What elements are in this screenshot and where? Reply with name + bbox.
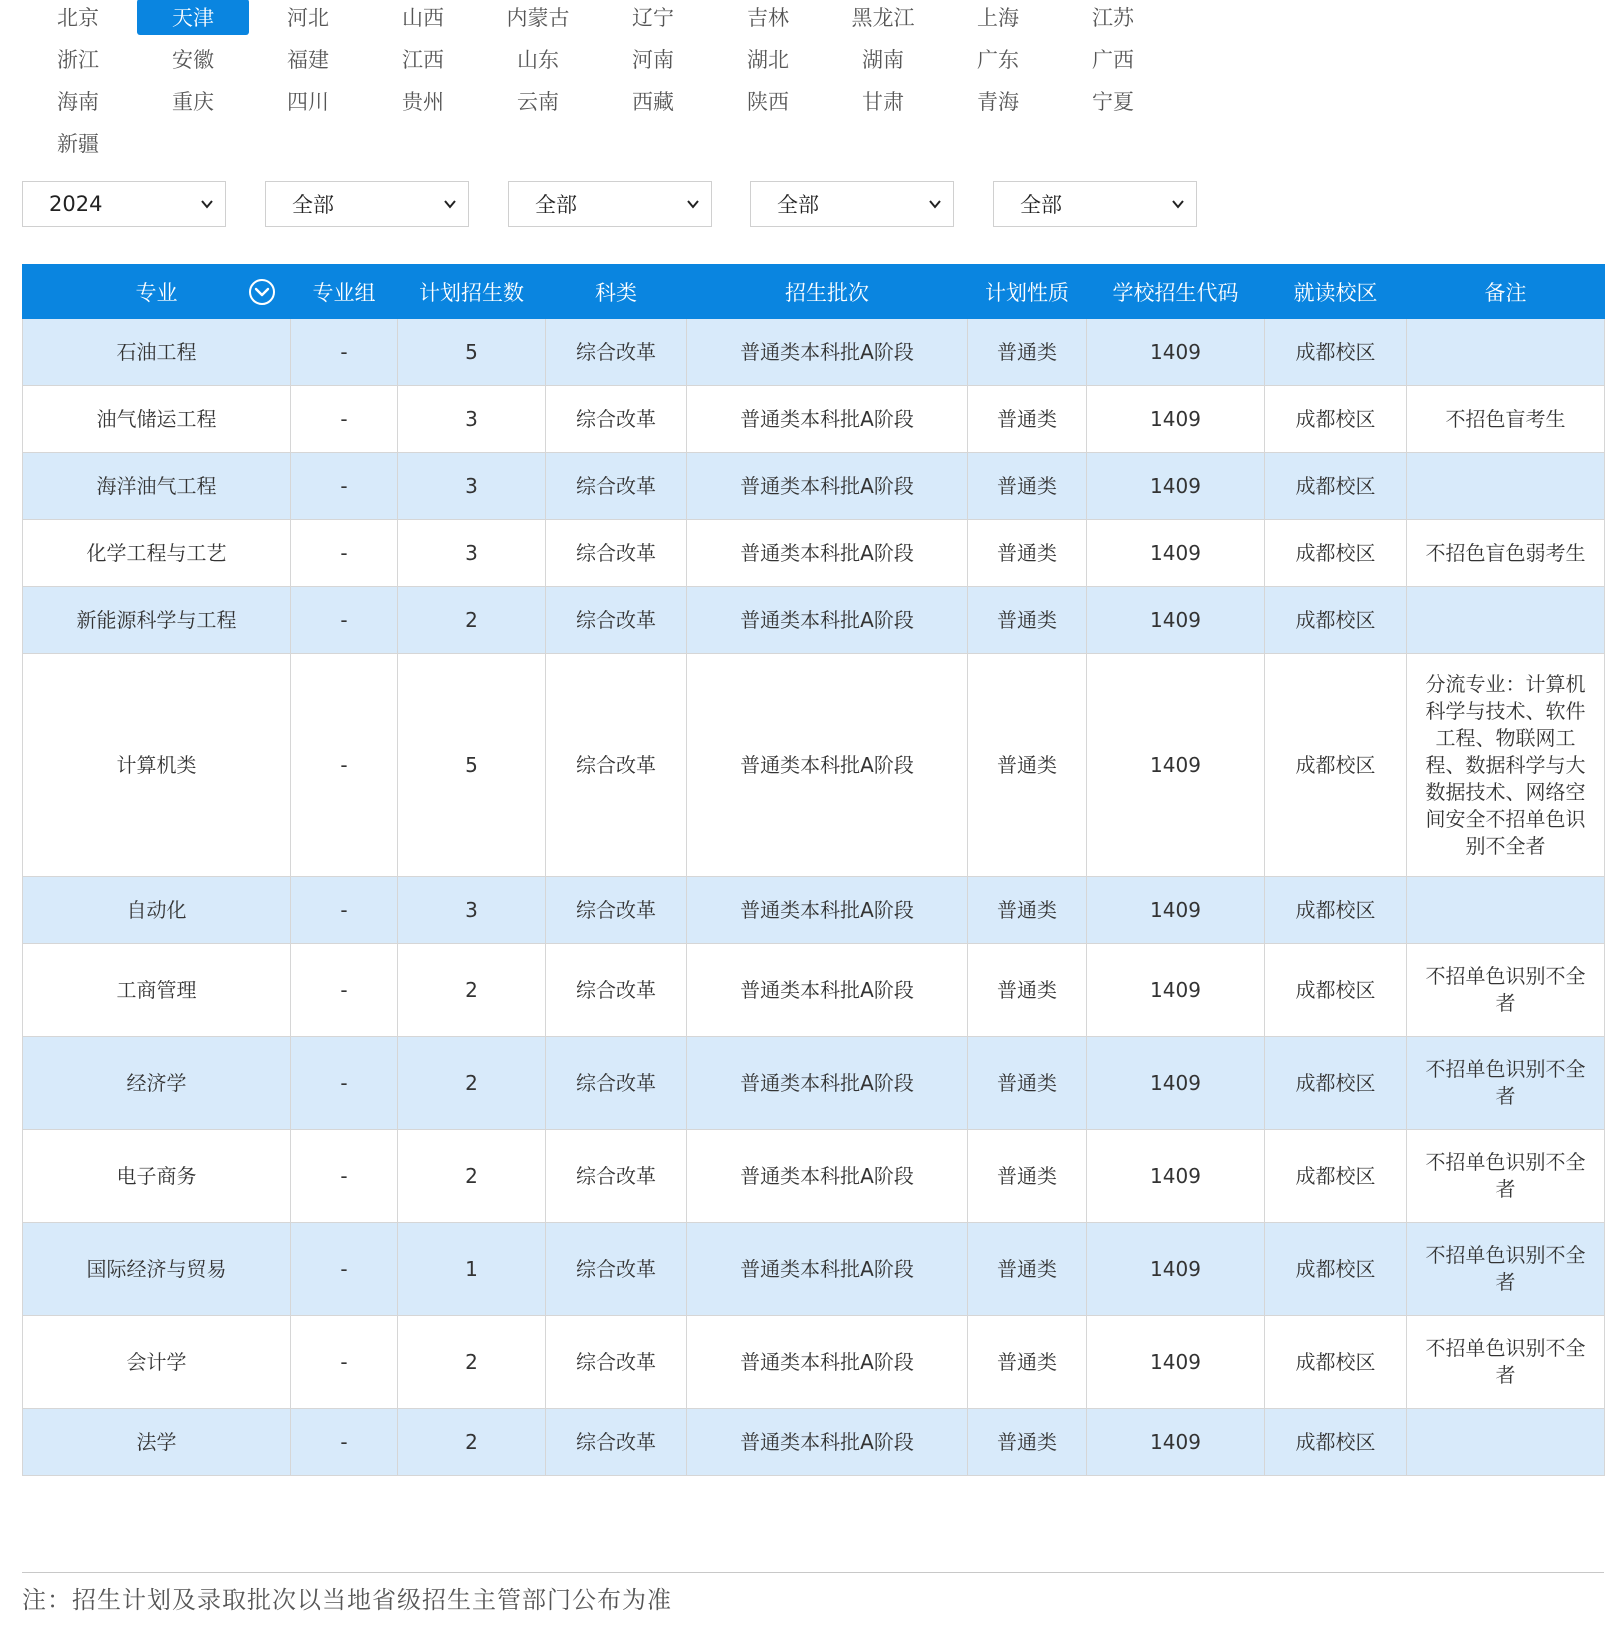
enrollment-plan-table xyxy=(22,264,1605,1476)
cell-major: 油气储运工程 xyxy=(23,386,291,453)
province-tab[interactable]: 安徽 xyxy=(172,48,214,72)
cell-batch: 普通类本科批A阶段 xyxy=(687,1037,968,1130)
cell-code: 1409 xyxy=(1087,453,1265,520)
cell-campus: 成都校区 xyxy=(1265,1037,1407,1130)
cell-campus: 成都校区 xyxy=(1265,1223,1407,1316)
header-code: 学校招生代码 xyxy=(1087,265,1265,319)
province-tab[interactable]: 浙江 xyxy=(57,48,99,72)
cell-nature: 普通类 xyxy=(968,944,1087,1037)
cell-nature: 普通类 xyxy=(968,386,1087,453)
cell-plan-count: 2 xyxy=(398,1130,546,1223)
cell-remark xyxy=(1407,877,1605,944)
cell-nature: 普通类 xyxy=(968,1223,1087,1316)
province-tab[interactable]: 湖北 xyxy=(747,48,789,72)
cell-campus: 成都校区 xyxy=(1265,877,1407,944)
province-tab[interactable]: 黑龙江 xyxy=(851,6,915,30)
province-tab[interactable]: 江苏 xyxy=(1092,6,1134,30)
table-row xyxy=(23,1409,1605,1476)
cell-plan-count: 2 xyxy=(398,1409,546,1476)
cell-remark: 不招单色识别不全者 xyxy=(1407,1037,1605,1130)
cell-plan-count: 3 xyxy=(398,520,546,587)
cell-subject: 综合改革 xyxy=(546,1409,687,1476)
cell-major: 自动化 xyxy=(23,877,291,944)
table-row xyxy=(23,319,1605,386)
filter-select-3-value: 全部 xyxy=(535,193,577,217)
cell-campus: 成都校区 xyxy=(1265,1130,1407,1223)
province-tab[interactable]: 甘肃 xyxy=(862,90,904,114)
cell-major: 电子商务 xyxy=(23,1130,291,1223)
cell-batch: 普通类本科批A阶段 xyxy=(687,453,968,520)
cell-code: 1409 xyxy=(1087,587,1265,654)
cell-subject: 综合改革 xyxy=(546,654,687,877)
province-tab[interactable]: 贵州 xyxy=(402,90,444,114)
province-tab[interactable]: 广东 xyxy=(977,48,1019,72)
cell-batch: 普通类本科批A阶段 xyxy=(687,1409,968,1476)
cell-code: 1409 xyxy=(1087,654,1265,877)
cell-major: 会计学 xyxy=(23,1316,291,1409)
table-row xyxy=(23,944,1605,1037)
filter-select-5[interactable] xyxy=(993,181,1197,227)
cell-subject: 综合改革 xyxy=(546,520,687,587)
cell-major: 国际经济与贸易 xyxy=(23,1223,291,1316)
table-row xyxy=(23,1037,1605,1130)
cell-nature: 普通类 xyxy=(968,520,1087,587)
cell-code: 1409 xyxy=(1087,1316,1265,1409)
cell-group: - xyxy=(291,944,398,1037)
cell-group: - xyxy=(291,1409,398,1476)
cell-major: 海洋油气工程 xyxy=(23,453,291,520)
year-select[interactable] xyxy=(22,181,226,227)
cell-group: - xyxy=(291,877,398,944)
cell-code: 1409 xyxy=(1087,319,1265,386)
province-tab[interactable]: 广西 xyxy=(1092,48,1134,72)
cell-code: 1409 xyxy=(1087,1037,1265,1130)
cell-remark: 不招色盲考生 xyxy=(1407,386,1605,453)
year-select-value: 2024 xyxy=(49,192,103,216)
cell-subject: 综合改革 xyxy=(546,1223,687,1316)
province-tab[interactable]: 福建 xyxy=(287,48,329,72)
header-group: 专业组 xyxy=(291,265,398,319)
cell-code: 1409 xyxy=(1087,877,1265,944)
cell-batch: 普通类本科批A阶段 xyxy=(687,1223,968,1316)
province-tab[interactable]: 海南 xyxy=(57,90,99,114)
cell-batch: 普通类本科批A阶段 xyxy=(687,1316,968,1409)
cell-major: 石油工程 xyxy=(23,319,291,386)
province-tab[interactable]: 吉林 xyxy=(747,6,789,30)
cell-campus: 成都校区 xyxy=(1265,319,1407,386)
cell-campus: 成都校区 xyxy=(1265,386,1407,453)
cell-group: - xyxy=(291,453,398,520)
cell-group: - xyxy=(291,319,398,386)
cell-plan-count: 5 xyxy=(398,319,546,386)
cell-subject: 综合改革 xyxy=(546,1130,687,1223)
province-tab[interactable]: 重庆 xyxy=(172,90,214,114)
cell-code: 1409 xyxy=(1087,1223,1265,1316)
cell-batch: 普通类本科批A阶段 xyxy=(687,587,968,654)
province-tab[interactable]: 江西 xyxy=(402,48,444,72)
cell-plan-count: 5 xyxy=(398,654,546,877)
cell-plan-count: 3 xyxy=(398,453,546,520)
cell-nature: 普通类 xyxy=(968,1130,1087,1223)
cell-nature: 普通类 xyxy=(968,587,1087,654)
province-tab[interactable]: 河南 xyxy=(632,48,674,72)
cell-campus: 成都校区 xyxy=(1265,520,1407,587)
province-tab[interactable]: 四川 xyxy=(287,90,329,114)
cell-plan-count: 3 xyxy=(398,877,546,944)
cell-remark: 不招单色识别不全者 xyxy=(1407,944,1605,1037)
cell-nature: 普通类 xyxy=(968,877,1087,944)
footer-divider xyxy=(22,1572,1604,1573)
cell-batch: 普通类本科批A阶段 xyxy=(687,877,968,944)
cell-group: - xyxy=(291,587,398,654)
chevron-down-icon xyxy=(199,196,215,212)
province-tab[interactable]: 天津 xyxy=(137,0,249,35)
cell-group: - xyxy=(291,1130,398,1223)
cell-nature: 普通类 xyxy=(968,453,1087,520)
cell-remark: 分流专业：计算机科学与技术、软件工程、物联网工程、数据科学与大数据技术、网络空间安全不招单色识别不全者 xyxy=(1407,654,1605,877)
cell-campus: 成都校区 xyxy=(1265,1409,1407,1476)
cell-nature: 普通类 xyxy=(968,319,1087,386)
header-nature: 计划性质 xyxy=(968,265,1087,319)
chevron-down-icon xyxy=(685,196,701,212)
chevron-down-icon xyxy=(1170,196,1186,212)
cell-campus: 成都校区 xyxy=(1265,654,1407,877)
chevron-down-icon xyxy=(927,196,943,212)
filter-select-4[interactable] xyxy=(750,181,954,227)
chevron-down-icon xyxy=(442,196,458,212)
cell-campus: 成都校区 xyxy=(1265,587,1407,654)
table-row xyxy=(23,654,1605,877)
cell-batch: 普通类本科批A阶段 xyxy=(687,319,968,386)
province-tab[interactable]: 陕西 xyxy=(747,90,789,114)
cell-remark xyxy=(1407,319,1605,386)
cell-nature: 普通类 xyxy=(968,1316,1087,1409)
cell-subject: 综合改革 xyxy=(546,319,687,386)
cell-campus: 成都校区 xyxy=(1265,944,1407,1037)
province-tab[interactable]: 西藏 xyxy=(632,90,674,114)
cell-nature: 普通类 xyxy=(968,654,1087,877)
cell-remark: 不招单色识别不全者 xyxy=(1407,1316,1605,1409)
table-row xyxy=(23,877,1605,944)
table-row xyxy=(23,1316,1605,1409)
cell-batch: 普通类本科批A阶段 xyxy=(687,944,968,1037)
cell-remark: 不招单色识别不全者 xyxy=(1407,1223,1605,1316)
cell-code: 1409 xyxy=(1087,944,1265,1037)
header-batch: 招生批次 xyxy=(687,265,968,319)
header-remark: 备注 xyxy=(1407,265,1605,319)
cell-code: 1409 xyxy=(1087,386,1265,453)
cell-plan-count: 2 xyxy=(398,1316,546,1409)
cell-campus: 成都校区 xyxy=(1265,1316,1407,1409)
cell-group: - xyxy=(291,1223,398,1316)
cell-group: - xyxy=(291,520,398,587)
table-row xyxy=(23,1223,1605,1316)
cell-campus: 成都校区 xyxy=(1265,453,1407,520)
cell-plan-count: 1 xyxy=(398,1223,546,1316)
cell-major: 法学 xyxy=(23,1409,291,1476)
cell-batch: 普通类本科批A阶段 xyxy=(687,654,968,877)
header-major-label: 专业 xyxy=(135,280,178,305)
cell-major: 经济学 xyxy=(23,1037,291,1130)
cell-major: 化学工程与工艺 xyxy=(23,520,291,587)
province-tab[interactable]: 内蒙古 xyxy=(506,6,570,30)
cell-batch: 普通类本科批A阶段 xyxy=(687,1130,968,1223)
header-campus: 就读校区 xyxy=(1265,265,1407,319)
filter-select-4-value: 全部 xyxy=(777,193,819,217)
cell-nature: 普通类 xyxy=(968,1037,1087,1130)
cell-subject: 综合改革 xyxy=(546,877,687,944)
province-selector xyxy=(22,0,1202,168)
cell-nature: 普通类 xyxy=(968,1409,1087,1476)
footnote: 注：招生计划及录取批次以当地省级招生主管部门公布为准 xyxy=(22,1586,672,1614)
cell-remark xyxy=(1407,1409,1605,1476)
province-tab[interactable]: 湖南 xyxy=(862,48,904,72)
cell-plan-count: 2 xyxy=(398,944,546,1037)
province-tab[interactable]: 北京 xyxy=(57,6,99,30)
filter-select-2-value: 全部 xyxy=(292,193,334,217)
province-tab[interactable]: 宁夏 xyxy=(1092,90,1134,114)
cell-major: 计算机类 xyxy=(23,654,291,877)
province-tab[interactable]: 山东 xyxy=(517,48,559,72)
filter-select-3[interactable] xyxy=(508,181,712,227)
province-tab[interactable]: 新疆 xyxy=(57,132,99,156)
cell-group: - xyxy=(291,386,398,453)
cell-plan-count: 3 xyxy=(398,386,546,453)
cell-code: 1409 xyxy=(1087,1130,1265,1223)
cell-subject: 综合改革 xyxy=(546,386,687,453)
cell-subject: 综合改革 xyxy=(546,1316,687,1409)
chevron-circle-down-icon[interactable] xyxy=(248,278,276,306)
header-major[interactable] xyxy=(23,265,291,319)
province-tab[interactable]: 河北 xyxy=(287,6,329,30)
table-row xyxy=(23,386,1605,453)
province-tab[interactable]: 云南 xyxy=(517,90,559,114)
cell-subject: 综合改革 xyxy=(546,587,687,654)
province-tab[interactable]: 青海 xyxy=(977,90,1019,114)
cell-group: - xyxy=(291,1316,398,1409)
cell-subject: 综合改革 xyxy=(546,1037,687,1130)
cell-code: 1409 xyxy=(1087,1409,1265,1476)
province-tab[interactable]: 上海 xyxy=(977,6,1019,30)
table-row xyxy=(23,587,1605,654)
cell-subject: 综合改革 xyxy=(546,453,687,520)
table-header-row xyxy=(23,265,1605,319)
province-tab[interactable]: 山西 xyxy=(402,6,444,30)
cell-remark: 不招单色识别不全者 xyxy=(1407,1130,1605,1223)
header-subject: 科类 xyxy=(546,265,687,319)
cell-batch: 普通类本科批A阶段 xyxy=(687,520,968,587)
cell-code: 1409 xyxy=(1087,520,1265,587)
cell-plan-count: 2 xyxy=(398,587,546,654)
cell-batch: 普通类本科批A阶段 xyxy=(687,386,968,453)
filter-select-2[interactable] xyxy=(265,181,469,227)
table-row xyxy=(23,1130,1605,1223)
cell-remark xyxy=(1407,587,1605,654)
cell-remark: 不招色盲色弱考生 xyxy=(1407,520,1605,587)
cell-major: 新能源科学与工程 xyxy=(23,587,291,654)
header-plan-count: 计划招生数 xyxy=(398,265,546,319)
cell-plan-count: 2 xyxy=(398,1037,546,1130)
province-tab[interactable]: 辽宁 xyxy=(632,6,674,30)
cell-remark xyxy=(1407,453,1605,520)
cell-subject: 综合改革 xyxy=(546,944,687,1037)
cell-group: - xyxy=(291,654,398,877)
cell-major: 工商管理 xyxy=(23,944,291,1037)
table-row xyxy=(23,453,1605,520)
cell-group: - xyxy=(291,1037,398,1130)
filter-select-5-value: 全部 xyxy=(1020,193,1062,217)
table-row xyxy=(23,520,1605,587)
